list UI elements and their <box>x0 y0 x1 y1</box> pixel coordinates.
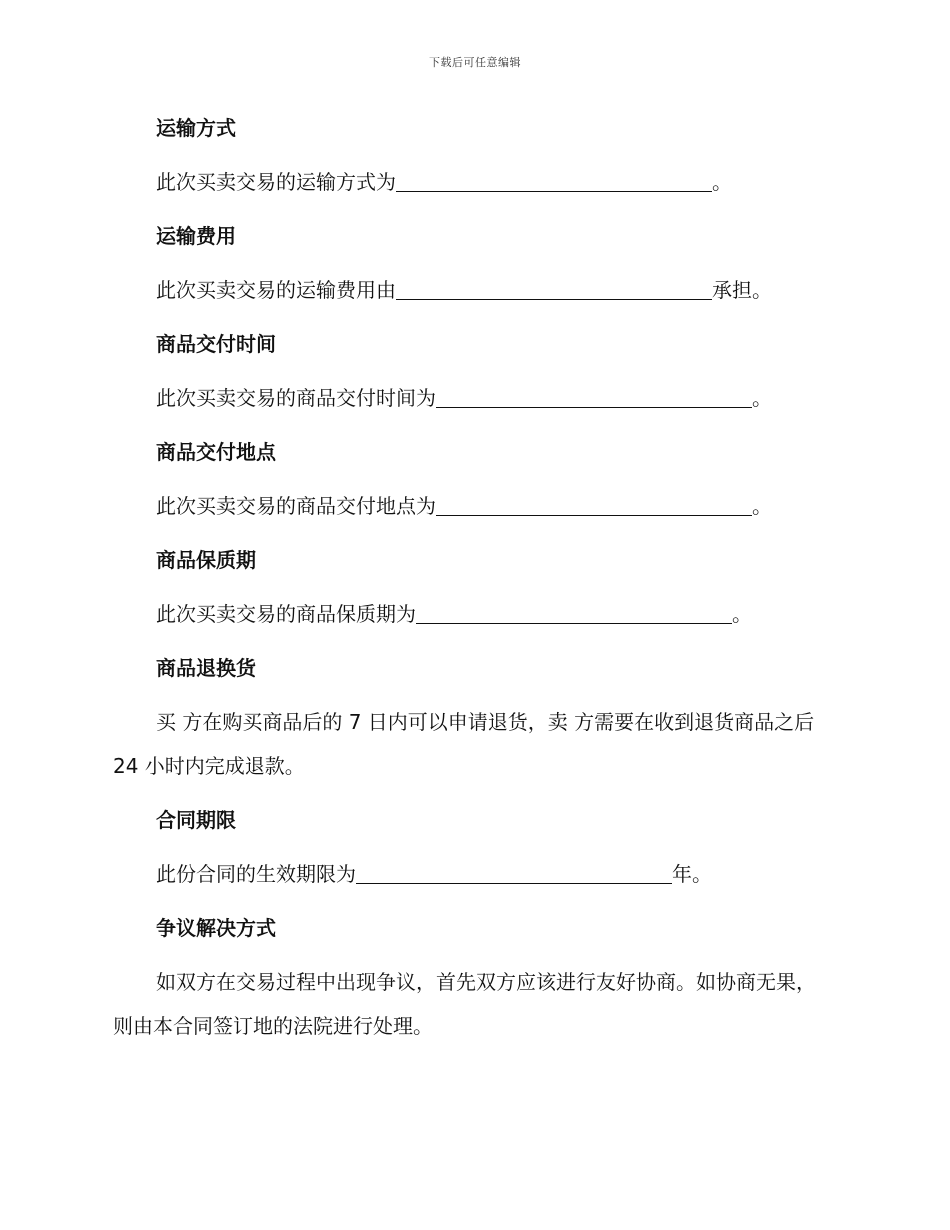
clause-text-end: 。 <box>752 386 772 410</box>
section-heading-dispute-resolution: 争议解决方式 <box>156 916 276 940</box>
section-heading-delivery-time: 商品交付时间 <box>156 332 276 356</box>
fill-in-blank[interactable] <box>416 601 732 624</box>
section-heading-transport-cost: 运输费用 <box>156 224 236 248</box>
fill-in-blank[interactable] <box>396 277 712 300</box>
clause-contract-term <box>156 859 833 889</box>
clause-text: 此次买卖交易的运输费用由 <box>156 278 396 302</box>
section-heading-returns: 商品退换货 <box>156 656 256 680</box>
clause-dispute-resolution: 如双方在交易过程中出现争议，首先双方应该进行友好协商。如协商无果，则由本合同签订地的法院进行处理。 <box>113 970 816 1038</box>
clause-transport-cost <box>156 275 833 305</box>
document-body <box>113 113 833 1065</box>
fill-in-blank[interactable] <box>356 861 672 884</box>
clause-delivery-place <box>156 491 833 521</box>
clause-text-end: 承担。 <box>712 278 772 302</box>
clause-delivery-time <box>156 383 833 413</box>
clause-text-end: 。 <box>732 602 752 626</box>
clause-text-end: 。 <box>712 170 732 194</box>
section-heading-delivery-place: 商品交付地点 <box>156 440 276 464</box>
fill-in-blank[interactable] <box>436 493 752 516</box>
clause-text: 此次买卖交易的商品交付地点为 <box>156 494 436 518</box>
section-heading-transport-method: 运输方式 <box>156 116 236 140</box>
clause-text-end: 。 <box>752 494 772 518</box>
clause-shelf-life <box>156 599 833 629</box>
clause-transport-method <box>156 167 833 197</box>
page-header: 下载后可任意编辑 <box>429 56 521 69</box>
fill-in-blank[interactable] <box>436 385 752 408</box>
clause-returns: 买 方在购买商品后的 7 日内可以申请退货，卖 方需要在收到退货商品之后 24 小时内完成退款。 <box>113 710 815 778</box>
fill-in-blank[interactable] <box>396 169 712 192</box>
clause-text: 此份合同的生效期限为 <box>156 862 356 886</box>
clause-text: 此次买卖交易的运输方式为 <box>156 170 396 194</box>
clause-text: 此次买卖交易的商品保质期为 <box>156 602 416 626</box>
clause-text: 此次买卖交易的商品交付时间为 <box>156 386 436 410</box>
section-heading-shelf-life: 商品保质期 <box>156 548 256 572</box>
section-heading-contract-term: 合同期限 <box>156 808 236 832</box>
clause-text-end: 年。 <box>672 862 712 886</box>
